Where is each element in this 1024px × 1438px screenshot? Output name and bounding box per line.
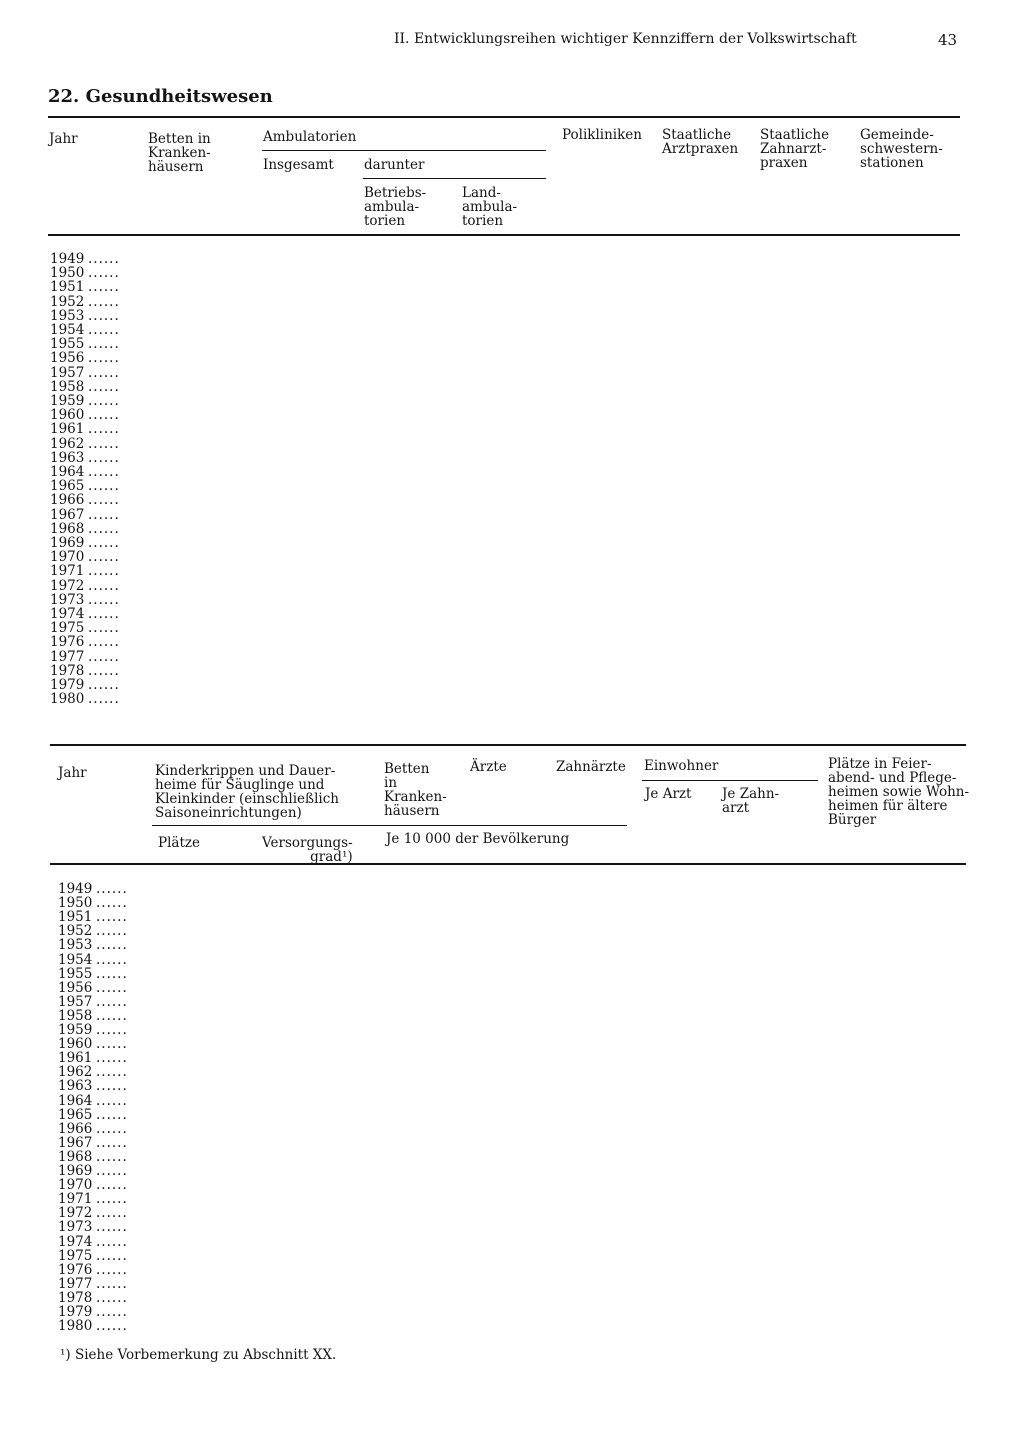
table2-header-rule [50, 863, 966, 865]
leader-dots: ...... [96, 909, 128, 926]
year-cell: 1977 [58, 1275, 93, 1292]
leader-dots: ...... [96, 993, 128, 1010]
year-cell: 1950 [58, 895, 93, 912]
leader-dots: ...... [88, 506, 120, 523]
leader-dots: ...... [96, 1304, 128, 1320]
leader-dots: ...... [88, 634, 120, 651]
year-cell: 1980 [58, 1318, 93, 1335]
t2-header-je10000: Je 10 000 der Bevölkerung [386, 831, 570, 847]
year-cell: 1978 [58, 1289, 93, 1306]
leader-dots: ...... [96, 1078, 128, 1095]
leader-dots: ...... [88, 307, 120, 324]
year-cell: 1979 [50, 677, 85, 693]
t2-header-je-arzt: Je Arzt [645, 786, 692, 802]
year-cell: 1958 [58, 1007, 93, 1024]
leader-dots: ...... [96, 1247, 128, 1264]
table1-body [50, 252, 960, 722]
leader-dots: ...... [96, 1064, 128, 1081]
leader-dots: ...... [88, 620, 120, 637]
year-cell: 1951 [58, 909, 93, 926]
leader-dots: ...... [96, 1318, 128, 1335]
leader-dots: ...... [96, 881, 128, 897]
t1-header-betten: Betten in Kranken- häusern [148, 131, 211, 175]
year-cell: 1954 [50, 322, 85, 338]
year-cell: 1971 [58, 1191, 93, 1208]
year-cell: 1964 [50, 464, 85, 480]
year-cell: 1973 [50, 591, 85, 608]
year-cell: 1966 [50, 492, 85, 509]
year-cell: 1955 [50, 336, 85, 353]
leader-dots: ...... [96, 1092, 128, 1109]
year-cell: 1971 [50, 563, 85, 580]
leader-dots: ...... [88, 563, 120, 580]
leader-dots: ...... [88, 435, 120, 452]
leader-dots: ...... [96, 1191, 128, 1208]
year-cell: 1965 [50, 478, 85, 495]
t2-header-betten: Betten in Kranken- häusern [384, 761, 447, 819]
t2-header-aerzte: Ärzte [470, 759, 507, 775]
year-cell: 1950 [50, 265, 85, 282]
leader-dots: ...... [96, 1134, 128, 1151]
year-cell: 1975 [50, 620, 85, 637]
leader-dots: ...... [88, 393, 120, 409]
t1-header-darunter: darunter [364, 157, 425, 173]
year-cell: 1970 [50, 549, 85, 566]
year-cell: 1975 [58, 1247, 93, 1264]
leader-dots: ...... [96, 1106, 128, 1123]
leader-dots: ...... [88, 378, 120, 395]
leader-dots: ...... [96, 1205, 128, 1222]
year-cell: 1953 [58, 937, 93, 954]
year-cell: 1952 [50, 293, 85, 310]
leader-dots: ...... [88, 464, 120, 480]
leader-dots: ...... [88, 336, 120, 353]
year-cell: 1962 [58, 1064, 93, 1081]
leader-dots: ...... [88, 421, 120, 438]
leader-dots: ...... [88, 662, 120, 679]
t2-header-feierabend: Plätze in Feier- abend- und Pflege- heimen sowie Wohn- heimen für ältere Bürger [828, 756, 970, 828]
leader-dots: ...... [88, 478, 120, 495]
leader-dots: ...... [96, 1050, 128, 1067]
table2-top-rule [50, 744, 966, 746]
year-cell: 1953 [50, 307, 85, 324]
year-cell: 1952 [58, 923, 93, 940]
t1-darunter-rule [363, 178, 546, 179]
year-cell: 1959 [50, 393, 85, 409]
t1-header-land: Land- ambula- torien [462, 185, 518, 229]
leader-dots: ...... [96, 1163, 128, 1179]
table1-top-rule [48, 116, 960, 118]
year-cell: 1976 [58, 1261, 93, 1278]
leader-dots: ...... [88, 492, 120, 509]
year-cell: 1967 [50, 506, 85, 523]
t2-header-einwohner: Einwohner [644, 758, 719, 774]
leader-dots: ...... [96, 1289, 128, 1306]
year-cell: 1974 [50, 606, 85, 622]
year-cell: 1977 [50, 648, 85, 665]
year-cell: 1951 [50, 279, 85, 296]
t1-header-jahr: Jahr [49, 131, 78, 147]
leader-dots: ...... [88, 535, 120, 551]
t1-header-arztpraxen: Staatliche Arztpraxen [662, 127, 739, 157]
t1-header-insgesamt: Insgesamt [263, 157, 334, 173]
year-cell: 1968 [50, 520, 85, 537]
leader-dots: ...... [88, 322, 120, 338]
leader-dots: ...... [96, 1177, 128, 1194]
year-cell: 1969 [50, 535, 85, 551]
t1-header-gemeinde: Gemeinde- schwestern- stationen [860, 127, 943, 171]
t2-kinderkrippen-rule [152, 825, 627, 826]
leader-dots: ...... [88, 251, 120, 267]
leader-dots: ...... [88, 577, 120, 594]
t1-header-zahnarztpraxen: Staatliche Zahnarzt- praxen [760, 127, 830, 171]
t2-header-zahnaerzte: Zahnärzte [556, 759, 626, 775]
year-cell: 1955 [58, 965, 93, 982]
leader-dots: ...... [88, 279, 120, 296]
year-cell: 1961 [50, 421, 85, 438]
leader-dots: ...... [88, 677, 120, 693]
year-cell: 1961 [58, 1050, 93, 1067]
leader-dots: ...... [88, 591, 120, 608]
t2-einwohner-rule [642, 780, 818, 781]
table1-header-rule [48, 234, 960, 236]
leader-dots: ...... [88, 648, 120, 665]
leader-dots: ...... [88, 520, 120, 537]
section-title: 22. Gesundheitswesen [48, 86, 273, 107]
leader-dots: ...... [88, 407, 120, 424]
t1-header-ambulatorien: Ambulatorien [263, 129, 357, 145]
year-cell: 1958 [50, 378, 85, 395]
year-cell: 1979 [58, 1304, 93, 1320]
year-cell: 1965 [58, 1106, 93, 1123]
leader-dots: ...... [96, 923, 128, 940]
leader-dots: ...... [96, 965, 128, 982]
page-number: 43 [938, 31, 958, 49]
leader-dots: ...... [96, 1148, 128, 1165]
year-cell: 1972 [58, 1205, 93, 1222]
year-cell: 1954 [58, 951, 93, 968]
leader-dots: ...... [96, 1233, 128, 1250]
leader-dots: ...... [96, 1275, 128, 1292]
year-cell: 1978 [50, 662, 85, 679]
table2-body [58, 882, 958, 1342]
year-cell: 1949 [50, 251, 85, 267]
year-cell: 1962 [50, 435, 85, 452]
t1-ambulatorien-rule [262, 150, 546, 151]
t2-header-versorgungsgrad: Versorgungs- grad¹) [262, 835, 353, 865]
leader-dots: ...... [88, 293, 120, 310]
year-cell: 1970 [58, 1177, 93, 1194]
year-cell: 1964 [58, 1092, 93, 1109]
year-cell: 1969 [58, 1163, 93, 1179]
year-cell: 1966 [58, 1120, 93, 1137]
year-cell: 1960 [58, 1036, 93, 1053]
year-cell: 1956 [50, 350, 85, 367]
footnote: ¹) Siehe Vorbemerkung zu Abschnitt XX. [60, 1347, 337, 1363]
leader-dots: ...... [96, 1120, 128, 1137]
leader-dots: ...... [96, 1022, 128, 1038]
leader-dots: ...... [96, 951, 128, 968]
t2-header-je-zahnarzt: Je Zahn- arzt [722, 786, 780, 816]
leader-dots: ...... [88, 449, 120, 466]
year-cell: 1973 [58, 1219, 93, 1236]
leader-dots: ...... [88, 350, 120, 367]
year-cell: 1972 [50, 577, 85, 594]
year-cell: 1976 [50, 634, 85, 651]
year-cell: 1968 [58, 1148, 93, 1165]
year-cell: 1974 [58, 1233, 93, 1250]
year-cell: 1957 [58, 993, 93, 1010]
leader-dots: ...... [88, 364, 120, 381]
leader-dots: ...... [96, 895, 128, 912]
year-cell: 1957 [50, 364, 85, 381]
leader-dots: ...... [96, 1219, 128, 1236]
year-cell: 1960 [50, 407, 85, 424]
leader-dots: ...... [88, 265, 120, 282]
leader-dots: ...... [96, 937, 128, 954]
leader-dots: ...... [88, 606, 120, 622]
year-cell: 1949 [58, 881, 93, 897]
year-cell: 1963 [58, 1078, 93, 1095]
year-cell: 1956 [58, 979, 93, 996]
running-title: II. Entwicklungsreihen wichtiger Kennziffern der Volkswirtschaft [394, 31, 857, 47]
leader-dots: ...... [96, 1261, 128, 1278]
t2-header-plaetze: Plätze [158, 835, 200, 851]
year-cell: 1967 [58, 1134, 93, 1151]
year-cell: 1980 [50, 691, 85, 708]
leader-dots: ...... [96, 1007, 128, 1024]
year-cell: 1959 [58, 1022, 93, 1038]
t1-header-polikliniken: Polikliniken [562, 127, 642, 143]
year-cell: 1963 [50, 449, 85, 466]
leader-dots: ...... [88, 549, 120, 566]
leader-dots: ...... [96, 979, 128, 996]
t1-header-betriebs: Betriebs- ambula- torien [364, 185, 427, 229]
leader-dots: ...... [96, 1036, 128, 1053]
leader-dots: ...... [88, 691, 120, 708]
t2-header-kinderkrippen: Kinderkrippen und Dauer- heime für Säuglinge und Kleinkinder (einschließlich Saisoneinrichtungen) [155, 763, 339, 821]
t2-header-jahr: Jahr [58, 765, 87, 781]
